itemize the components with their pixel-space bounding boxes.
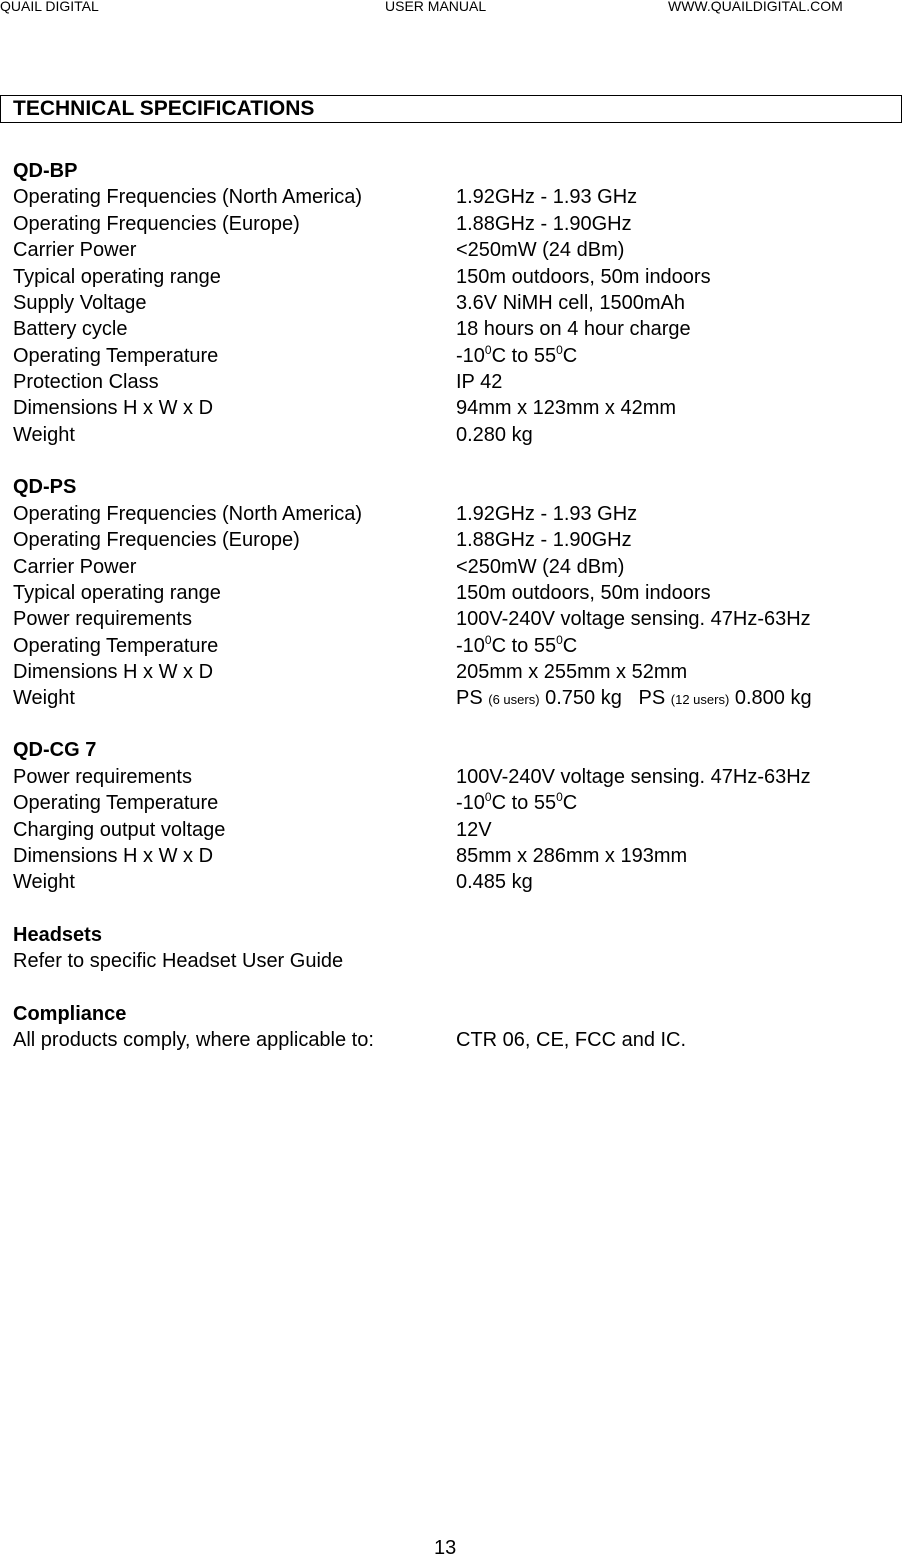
heading-qd-bp: QD-BP (13, 160, 78, 182)
page-title: TECHNICAL SPECIFICATIONS (13, 97, 315, 120)
spec-label: Charging output voltage (13, 819, 226, 841)
spec-label: Battery cycle (13, 318, 128, 340)
spec-value: 94mm x 123mm x 42mm (456, 397, 677, 419)
spec-label: Carrier Power (13, 239, 137, 261)
spec-label: Typical operating range (13, 582, 221, 604)
heading-qd-cg7: QD-CG 7 (13, 739, 97, 761)
spec-label: Power requirements (13, 766, 192, 788)
spec-label: Operating Frequencies (North America) (13, 186, 363, 208)
spec-value: 205mm x 255mm x 52mm (456, 661, 688, 683)
spec-value: 3.6V NiMH cell, 1500mAh (456, 292, 685, 314)
section-title-box (0, 95, 902, 123)
spec-label: Operating Frequencies (Europe) (13, 213, 300, 235)
compliance-value: CTR 06, CE, FCC and IC. (456, 1029, 687, 1051)
heading-qd-ps: QD-PS (13, 476, 77, 498)
spec-value-temperature: $-10^0C$ to $55^0C$ (456, 633, 578, 657)
spec-value-temperature: $-10^0C$ to $55^0C$ (456, 790, 578, 814)
spec-value: 18 hours on 4 hour charge (456, 318, 691, 340)
compliance-label: All products comply, where applicable to: (13, 1029, 374, 1051)
page-number: 13 (434, 1537, 457, 1559)
spec-value: 0.485 kg (456, 871, 533, 893)
spec-label: Dimensions H x W x D (13, 661, 214, 683)
spec-value: 100V-240V voltage sensing. 47Hz-63Hz (456, 608, 811, 630)
spec-value: 85mm x 286mm x 193mm (456, 845, 688, 867)
spec-label: Weight (13, 871, 75, 893)
spec-value: 1.92GHz - 1.93 GHz (456, 503, 638, 525)
spec-value: <250mW (24 dBm) (456, 239, 625, 261)
spec-value: 100V-240V voltage sensing. 47Hz-63Hz (456, 766, 811, 788)
spec-value: 150m outdoors, 50m indoors (456, 266, 711, 288)
spec-label: Typical operating range (13, 266, 221, 288)
header-doc-type: USER MANUAL (385, 0, 487, 14)
spec-label: Operating Temperature (13, 345, 219, 367)
spec-label: Operating Temperature (13, 635, 219, 657)
spec-value: 1.88GHz - 1.90GHz (456, 213, 632, 235)
spec-value: 1.92GHz - 1.93 GHz (456, 186, 638, 208)
spec-label: Supply Voltage (13, 292, 147, 314)
heading-headsets: Headsets (13, 924, 102, 946)
heading-compliance: Compliance (13, 1003, 127, 1025)
spec-label: Protection Class (13, 371, 159, 393)
spec-value: IP 42 (456, 371, 503, 393)
spec-label: Operating Frequencies (Europe) (13, 529, 300, 551)
headsets-text: Refer to specific Headset User Guide (13, 950, 344, 972)
header-website: WWW.QUAILDIGITAL.COM (668, 0, 843, 14)
spec-value: 12V (456, 819, 492, 841)
spec-label: Dimensions H x W x D (13, 845, 214, 867)
spec-label: Operating Temperature (13, 792, 219, 814)
spec-label: Operating Frequencies (North America) (13, 503, 363, 525)
spec-value: 150m outdoors, 50m indoors (456, 582, 711, 604)
spec-value-weight: PS (6 users) 0.750 kg PS (12 users) 0.800 kg (456, 687, 812, 709)
spec-label: Dimensions H x W x D (13, 397, 214, 419)
spec-value: 1.88GHz - 1.90GHz (456, 529, 632, 551)
spec-label: Carrier Power (13, 556, 137, 578)
spec-value: <250mW (24 dBm) (456, 556, 625, 578)
spec-label: Weight (13, 687, 75, 709)
spec-label: Power requirements (13, 608, 192, 630)
spec-value: 0.280 kg (456, 424, 533, 446)
spec-label: Weight (13, 424, 75, 446)
header-company: QUAIL DIGITAL (0, 0, 99, 14)
spec-value-temperature: $-10^0C$ to $55^0C$ (456, 343, 578, 367)
